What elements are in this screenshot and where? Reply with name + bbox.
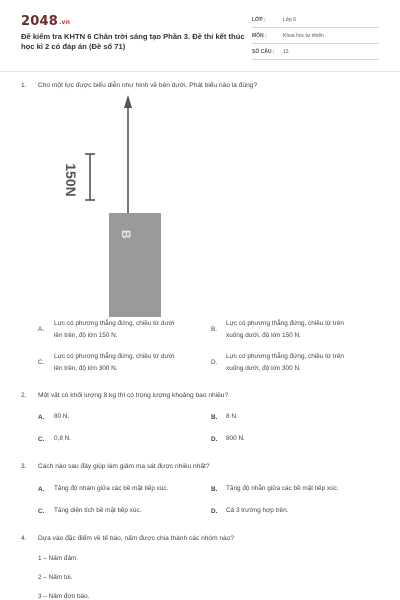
option-line: Lực có phương thẳng đứng, chiều từ trên [226, 320, 344, 327]
option-letter-c: C. [38, 436, 45, 443]
question-text: Cách nào sau đây giúp làm giảm ma sát được nhiều nhất? [38, 463, 210, 470]
question-text: Cho một lực được biểu diễn như hình vẽ bên dưới. Phát biểu nào là đúng? [38, 82, 258, 89]
option-letter-c: C. [38, 359, 45, 366]
option-letter-b: B. [211, 486, 218, 493]
meta-label: SỐ CÂU : [252, 49, 275, 55]
logo-suffix: .vn [58, 19, 71, 26]
option-a[interactable]: Tăng độ nhám giữa các bề mặt tiếp xúc. [54, 485, 169, 492]
list-item: 1 – Nấm đảm. [38, 555, 79, 562]
option-letter-a: A. [38, 326, 45, 333]
question-number: 3. [21, 463, 27, 470]
scale-label: 150N [63, 163, 79, 197]
header-divider [0, 71, 400, 72]
option-letter-d: D. [211, 508, 218, 515]
option-c[interactable] [54, 351, 174, 375]
meta-row-count [252, 46, 379, 60]
meta-label: MÔN : [252, 33, 267, 39]
question-number: 2. [21, 392, 27, 399]
option-letter-a: A. [38, 486, 45, 493]
option-line: xuống dưới, độ lớn 150 N. [226, 332, 301, 339]
option-line: lên trên, độ lớn 300 N. [54, 365, 118, 372]
meta-label: LỚP : [252, 17, 266, 23]
force-arrow-head [124, 95, 132, 108]
meta-value: Khoa học tự nhiên [283, 33, 324, 39]
question-number: 4. [21, 535, 27, 542]
force-diagram [52, 92, 172, 320]
option-letter-c: C. [38, 508, 45, 515]
meta-row-class [252, 14, 379, 28]
list-item: 2 – Nấm túi. [38, 574, 73, 581]
question-text: Một vật có khối lượng 8 kg thì có trọng lượng khoảng bao nhiêu? [38, 392, 229, 399]
option-b[interactable]: 8 N. [226, 413, 238, 420]
option-b[interactable] [226, 318, 344, 342]
option-line: xuống dưới, độ lớn 300 N. [226, 365, 301, 372]
option-a[interactable] [54, 318, 174, 342]
option-letter-a: A. [38, 414, 45, 421]
option-c[interactable]: Tăng diện tích bề mặt tiếp xúc. [54, 507, 142, 514]
logo-text: 2048 [21, 14, 58, 29]
option-b[interactable]: Tăng độ nhẵn giữa các bề mặt tiếp xúc. [226, 485, 339, 492]
option-a[interactable]: 80 N. [54, 413, 70, 420]
option-d[interactable] [226, 351, 344, 375]
meta-row-subject [252, 30, 379, 44]
option-line: Lực có phương thẳng đứng, chiều từ trên [226, 353, 344, 360]
option-letter-d: D. [211, 359, 218, 366]
page-header [0, 0, 400, 64]
meta-value: 13 [283, 49, 289, 55]
option-letter-b: B. [211, 326, 218, 333]
block-label: B [119, 230, 133, 239]
question-text: Dựa vào đặc điểm về tế bào, nấm được chia thành các nhóm nào? [38, 535, 235, 542]
site-logo[interactable] [21, 14, 70, 29]
block-b [109, 213, 161, 317]
option-letter-b: B. [211, 414, 218, 421]
option-d[interactable]: Cả 3 trường hợp trên. [226, 507, 289, 514]
meta-value: Lớp 6 [283, 17, 297, 23]
option-line: lên trên, độ lớn 150 N. [54, 332, 118, 339]
option-c[interactable]: 0,8 N. [54, 435, 72, 442]
question-number: 1. [21, 82, 27, 89]
option-letter-d: D. [211, 436, 218, 443]
option-line: Lực có phương thẳng đứng, chiều từ dưới [54, 353, 175, 360]
option-d[interactable]: 800 N. [226, 435, 245, 442]
list-item: 3 – Nấm đơn bào. [38, 593, 90, 600]
option-line: Lực có phương thẳng đứng, chiều từ dưới [54, 320, 175, 327]
document-title: Đề kiểm tra KHTN 6 Chân trời sáng tạo Phần 3. Đề thi kết thúc học kì 2 có đáp án (Đề số 71) [21, 32, 245, 51]
